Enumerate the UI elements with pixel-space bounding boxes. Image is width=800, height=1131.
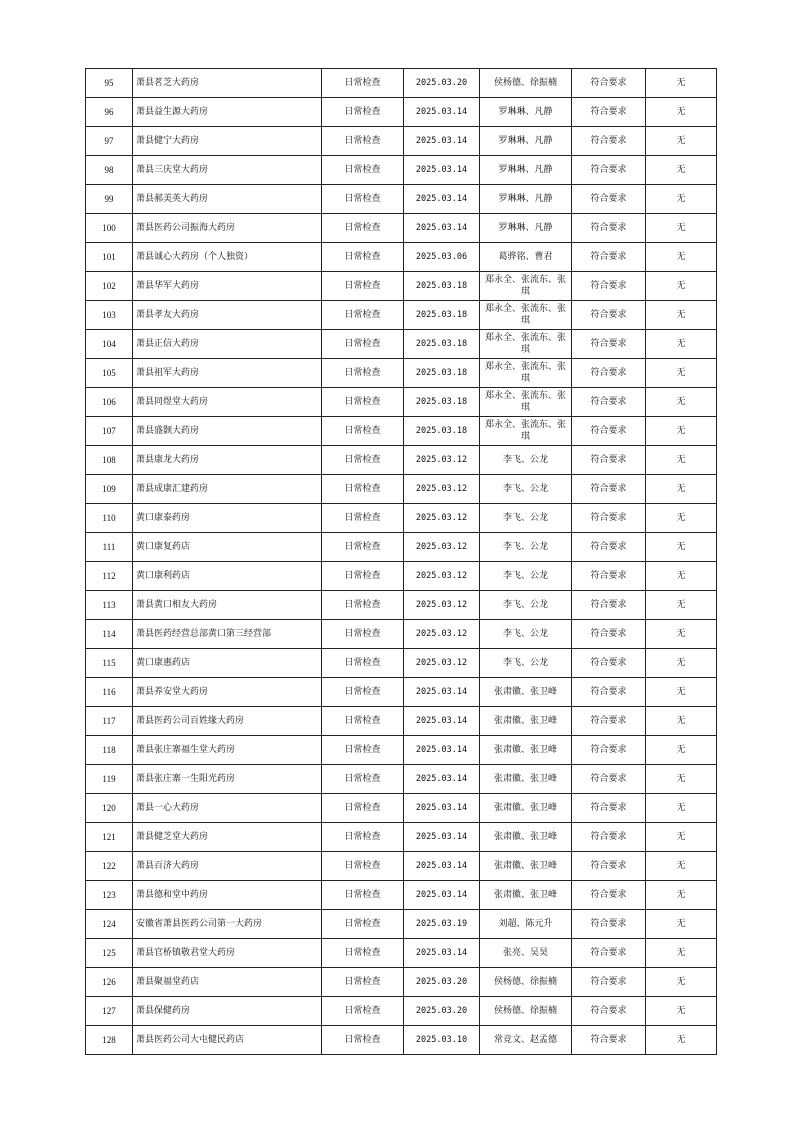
pharmacy-name-cell: 萧县德和堂中药房 <box>133 881 322 910</box>
row-number-cell: 102 <box>86 272 133 301</box>
row-number-cell: 114 <box>86 620 133 649</box>
inspection-type-cell: 日常检查 <box>322 591 404 620</box>
problems-found-cell: 无 <box>646 272 717 301</box>
inspection-type-cell: 日常检查 <box>322 301 404 330</box>
inspection-result-cell: 符合要求 <box>572 504 646 533</box>
pharmacy-name-cell: 萧县一心大药房 <box>133 794 322 823</box>
inspection-type-cell: 日常检查 <box>322 127 404 156</box>
row-number-cell: 117 <box>86 707 133 736</box>
problems-found-cell: 无 <box>646 156 717 185</box>
row-number-cell: 113 <box>86 591 133 620</box>
problems-found-cell: 无 <box>646 620 717 649</box>
inspection-date-cell: 2025.03.12 <box>404 649 480 678</box>
pharmacy-name-cell: 萧县华军大药房 <box>133 272 322 301</box>
inspectors-cell: 李飞、公龙 <box>480 649 572 678</box>
inspectors-cell: 常竞文、赵孟德 <box>480 1026 572 1055</box>
inspection-result-cell: 符合要求 <box>572 243 646 272</box>
row-number-cell: 99 <box>86 185 133 214</box>
inspectors-cell: 罗琳琳、凡静 <box>480 214 572 243</box>
table-row <box>86 533 717 562</box>
problems-found-cell: 无 <box>646 504 717 533</box>
table-row <box>86 504 717 533</box>
inspection-type-cell: 日常检查 <box>322 620 404 649</box>
table-row <box>86 272 717 301</box>
table-row <box>86 910 717 939</box>
row-number-cell: 125 <box>86 939 133 968</box>
pharmacy-name-cell: 黄口康惠药店 <box>133 649 322 678</box>
table-body <box>86 69 717 1055</box>
table-row <box>86 156 717 185</box>
problems-found-cell: 无 <box>646 910 717 939</box>
problems-found-cell: 无 <box>646 823 717 852</box>
table-row <box>86 475 717 504</box>
pharmacy-name-cell: 黄口康复药店 <box>133 533 322 562</box>
inspection-date-cell: 2025.03.12 <box>404 591 480 620</box>
inspection-date-cell: 2025.03.14 <box>404 794 480 823</box>
inspection-type-cell: 日常检查 <box>322 765 404 794</box>
inspection-type-cell: 日常检查 <box>322 678 404 707</box>
inspection-result-cell: 符合要求 <box>572 620 646 649</box>
inspection-date-cell: 2025.03.20 <box>404 997 480 1026</box>
inspectors-cell: 罗琳琳、凡静 <box>480 156 572 185</box>
pharmacy-name-cell: 萧县诚心大药房（个人独资） <box>133 243 322 272</box>
inspectors-cell: 葛骅铭、曹君 <box>480 243 572 272</box>
inspectors-cell: 李飞、公龙 <box>480 446 572 475</box>
inspection-result-cell: 符合要求 <box>572 678 646 707</box>
table-row <box>86 562 717 591</box>
inspection-date-cell: 2025.03.14 <box>404 707 480 736</box>
table-row <box>86 997 717 1026</box>
inspection-date-cell: 2025.03.14 <box>404 678 480 707</box>
inspection-type-cell: 日常检查 <box>322 417 404 446</box>
problems-found-cell: 无 <box>646 359 717 388</box>
table-row <box>86 649 717 678</box>
table-row <box>86 794 717 823</box>
inspectors-cell: 罗琳琳、凡静 <box>480 185 572 214</box>
inspection-result-cell: 符合要求 <box>572 98 646 127</box>
inspection-result-cell: 符合要求 <box>572 417 646 446</box>
inspectors-cell: 郑永全、张流东、张琪 <box>480 272 572 301</box>
inspection-result-cell: 符合要求 <box>572 939 646 968</box>
problems-found-cell: 无 <box>646 243 717 272</box>
pharmacy-name-cell: 萧县张庄寨一生阳光药房 <box>133 765 322 794</box>
inspection-date-cell: 2025.03.14 <box>404 156 480 185</box>
pharmacy-name-cell: 萧县医药公司百姓缘大药房 <box>133 707 322 736</box>
inspectors-cell: 张肃徽、张卫峰 <box>480 852 572 881</box>
problems-found-cell: 无 <box>646 765 717 794</box>
row-number-cell: 109 <box>86 475 133 504</box>
inspectors-cell: 张肃徽、张卫峰 <box>480 736 572 765</box>
table-row <box>86 939 717 968</box>
row-number-cell: 121 <box>86 823 133 852</box>
inspection-result-cell: 符合要求 <box>572 330 646 359</box>
pharmacy-name-cell: 萧县同煜堂大药房 <box>133 388 322 417</box>
inspection-type-cell: 日常检查 <box>322 1026 404 1055</box>
row-number-cell: 115 <box>86 649 133 678</box>
row-number-cell: 100 <box>86 214 133 243</box>
row-number-cell: 126 <box>86 968 133 997</box>
problems-found-cell: 无 <box>646 968 717 997</box>
inspection-date-cell: 2025.03.14 <box>404 98 480 127</box>
pharmacy-name-cell: 萧县祖军大药房 <box>133 359 322 388</box>
inspection-result-cell: 符合要求 <box>572 997 646 1026</box>
problems-found-cell: 无 <box>646 881 717 910</box>
table-row <box>86 359 717 388</box>
inspection-type-cell: 日常检查 <box>322 243 404 272</box>
problems-found-cell: 无 <box>646 678 717 707</box>
inspection-result-cell: 符合要求 <box>572 562 646 591</box>
inspectors-cell: 郑永全、张流东、张琪 <box>480 388 572 417</box>
table-row <box>86 736 717 765</box>
row-number-cell: 95 <box>86 69 133 98</box>
inspectors-cell: 张肃徽、张卫峰 <box>480 823 572 852</box>
inspectors-cell: 李飞、公龙 <box>480 504 572 533</box>
inspection-type-cell: 日常检查 <box>322 388 404 417</box>
inspection-result-cell: 符合要求 <box>572 852 646 881</box>
inspection-date-cell: 2025.03.18 <box>404 359 480 388</box>
inspection-result-cell: 符合要求 <box>572 910 646 939</box>
row-number-cell: 118 <box>86 736 133 765</box>
inspectors-cell: 李飞、公龙 <box>480 620 572 649</box>
inspection-result-cell: 符合要求 <box>572 707 646 736</box>
inspection-date-cell: 2025.03.14 <box>404 939 480 968</box>
table-row <box>86 968 717 997</box>
row-number-cell: 103 <box>86 301 133 330</box>
pharmacy-name-cell: 萧县保健药房 <box>133 997 322 1026</box>
problems-found-cell: 无 <box>646 939 717 968</box>
row-number-cell: 127 <box>86 997 133 1026</box>
inspection-type-cell: 日常检查 <box>322 939 404 968</box>
inspectors-cell: 刘超、陈元升 <box>480 910 572 939</box>
problems-found-cell: 无 <box>646 214 717 243</box>
inspection-type-cell: 日常检查 <box>322 968 404 997</box>
inspection-type-cell: 日常检查 <box>322 649 404 678</box>
inspection-date-cell: 2025.03.20 <box>404 968 480 997</box>
inspection-result-cell: 符合要求 <box>572 69 646 98</box>
pharmacy-name-cell: 萧县康龙大药房 <box>133 446 322 475</box>
pharmacy-name-cell: 萧县健宁大药房 <box>133 127 322 156</box>
inspection-date-cell: 2025.03.12 <box>404 562 480 591</box>
table-row <box>86 127 717 156</box>
inspection-result-cell: 符合要求 <box>572 968 646 997</box>
pharmacy-name-cell: 萧县黄口相友大药房 <box>133 591 322 620</box>
inspection-result-cell: 符合要求 <box>572 649 646 678</box>
inspection-type-cell: 日常检查 <box>322 533 404 562</box>
pharmacy-name-cell: 萧县养安堂大药房 <box>133 678 322 707</box>
inspection-type-cell: 日常检查 <box>322 69 404 98</box>
problems-found-cell: 无 <box>646 417 717 446</box>
inspection-type-cell: 日常检查 <box>322 330 404 359</box>
problems-found-cell: 无 <box>646 649 717 678</box>
problems-found-cell: 无 <box>646 98 717 127</box>
inspection-date-cell: 2025.03.18 <box>404 330 480 359</box>
inspection-type-cell: 日常检查 <box>322 707 404 736</box>
row-number-cell: 98 <box>86 156 133 185</box>
inspection-type-cell: 日常检查 <box>322 272 404 301</box>
inspection-result-cell: 符合要求 <box>572 794 646 823</box>
pharmacy-name-cell: 萧县医药公司大屯健民药店 <box>133 1026 322 1055</box>
pharmacy-name-cell: 萧县孝友大药房 <box>133 301 322 330</box>
row-number-cell: 124 <box>86 910 133 939</box>
problems-found-cell: 无 <box>646 330 717 359</box>
inspection-result-cell: 符合要求 <box>572 533 646 562</box>
table-row <box>86 214 717 243</box>
row-number-cell: 112 <box>86 562 133 591</box>
problems-found-cell: 无 <box>646 533 717 562</box>
inspection-table <box>85 68 717 1055</box>
table-row <box>86 678 717 707</box>
inspectors-cell: 李飞、公龙 <box>480 533 572 562</box>
row-number-cell: 116 <box>86 678 133 707</box>
row-number-cell: 110 <box>86 504 133 533</box>
problems-found-cell: 无 <box>646 301 717 330</box>
row-number-cell: 108 <box>86 446 133 475</box>
row-number-cell: 119 <box>86 765 133 794</box>
pharmacy-name-cell: 萧县郝美英大药房 <box>133 185 322 214</box>
inspectors-cell: 张肃徽、张卫峰 <box>480 881 572 910</box>
problems-found-cell: 无 <box>646 127 717 156</box>
inspection-type-cell: 日常检查 <box>322 446 404 475</box>
table-row <box>86 330 717 359</box>
inspectors-cell: 侯杨德、徐振楠 <box>480 968 572 997</box>
pharmacy-name-cell: 安徽省萧县医药公司第一大药房 <box>133 910 322 939</box>
inspection-result-cell: 符合要求 <box>572 185 646 214</box>
inspection-date-cell: 2025.03.14 <box>404 852 480 881</box>
inspection-result-cell: 符合要求 <box>572 881 646 910</box>
inspectors-cell: 李飞、公龙 <box>480 475 572 504</box>
pharmacy-name-cell: 萧县盛颢大药房 <box>133 417 322 446</box>
problems-found-cell: 无 <box>646 852 717 881</box>
pharmacy-name-cell: 萧县茗芝大药房 <box>133 69 322 98</box>
inspection-type-cell: 日常检查 <box>322 156 404 185</box>
inspection-date-cell: 2025.03.14 <box>404 214 480 243</box>
table-row <box>86 823 717 852</box>
pharmacy-name-cell: 萧县百济大药房 <box>133 852 322 881</box>
table-row <box>86 69 717 98</box>
inspectors-cell: 李飞、公龙 <box>480 562 572 591</box>
inspection-date-cell: 2025.03.20 <box>404 69 480 98</box>
table-row <box>86 446 717 475</box>
inspection-date-cell: 2025.03.12 <box>404 475 480 504</box>
inspection-result-cell: 符合要求 <box>572 272 646 301</box>
inspection-result-cell: 符合要求 <box>572 446 646 475</box>
pharmacy-name-cell: 萧县益生源大药房 <box>133 98 322 127</box>
inspection-date-cell: 2025.03.12 <box>404 620 480 649</box>
inspection-type-cell: 日常检查 <box>322 185 404 214</box>
problems-found-cell: 无 <box>646 185 717 214</box>
inspection-date-cell: 2025.03.19 <box>404 910 480 939</box>
table-row <box>86 620 717 649</box>
pharmacy-name-cell: 萧县成康汇建药房 <box>133 475 322 504</box>
row-number-cell: 111 <box>86 533 133 562</box>
inspectors-cell: 李飞、公龙 <box>480 591 572 620</box>
pharmacy-name-cell: 黄口康泰药房 <box>133 504 322 533</box>
inspection-result-cell: 符合要求 <box>572 823 646 852</box>
inspectors-cell: 侯杨德、徐振楠 <box>480 69 572 98</box>
row-number-cell: 101 <box>86 243 133 272</box>
inspection-type-cell: 日常检查 <box>322 359 404 388</box>
problems-found-cell: 无 <box>646 446 717 475</box>
inspectors-cell: 张肃徽、张卫峰 <box>480 707 572 736</box>
inspection-date-cell: 2025.03.06 <box>404 243 480 272</box>
inspection-date-cell: 2025.03.14 <box>404 736 480 765</box>
problems-found-cell: 无 <box>646 1026 717 1055</box>
inspectors-cell: 张肃徽、张卫峰 <box>480 678 572 707</box>
inspection-date-cell: 2025.03.14 <box>404 127 480 156</box>
inspectors-cell: 郑永全、张流东、张琪 <box>480 301 572 330</box>
pharmacy-name-cell: 萧县聚福堂药店 <box>133 968 322 997</box>
inspection-date-cell: 2025.03.10 <box>404 1026 480 1055</box>
inspection-result-cell: 符合要求 <box>572 214 646 243</box>
inspection-type-cell: 日常检查 <box>322 214 404 243</box>
inspection-date-cell: 2025.03.14 <box>404 185 480 214</box>
inspection-result-cell: 符合要求 <box>572 359 646 388</box>
pharmacy-name-cell: 萧县医药公司振海大药房 <box>133 214 322 243</box>
inspection-type-cell: 日常检查 <box>322 475 404 504</box>
inspectors-cell: 郑永全、张流东、张琪 <box>480 417 572 446</box>
table-row <box>86 852 717 881</box>
inspection-date-cell: 2025.03.18 <box>404 417 480 446</box>
problems-found-cell: 无 <box>646 736 717 765</box>
problems-found-cell: 无 <box>646 475 717 504</box>
inspection-date-cell: 2025.03.12 <box>404 446 480 475</box>
problems-found-cell: 无 <box>646 562 717 591</box>
inspectors-cell: 罗琳琳、凡静 <box>480 98 572 127</box>
table-row <box>86 243 717 272</box>
inspection-date-cell: 2025.03.18 <box>404 272 480 301</box>
inspection-result-cell: 符合要求 <box>572 591 646 620</box>
row-number-cell: 122 <box>86 852 133 881</box>
table-row <box>86 765 717 794</box>
pharmacy-name-cell: 萧县健芝堂大药房 <box>133 823 322 852</box>
inspection-result-cell: 符合要求 <box>572 127 646 156</box>
inspection-type-cell: 日常检查 <box>322 881 404 910</box>
inspection-date-cell: 2025.03.14 <box>404 823 480 852</box>
inspectors-cell: 张肃徽、张卫峰 <box>480 794 572 823</box>
table-row <box>86 1026 717 1055</box>
inspection-date-cell: 2025.03.14 <box>404 881 480 910</box>
table-row <box>86 388 717 417</box>
inspection-date-cell: 2025.03.12 <box>404 504 480 533</box>
pharmacy-name-cell: 萧县张庄寨福生堂大药房 <box>133 736 322 765</box>
inspection-result-cell: 符合要求 <box>572 1026 646 1055</box>
problems-found-cell: 无 <box>646 997 717 1026</box>
table-row <box>86 707 717 736</box>
inspection-result-cell: 符合要求 <box>572 388 646 417</box>
problems-found-cell: 无 <box>646 388 717 417</box>
inspectors-cell: 张肃徽、张卫峰 <box>480 765 572 794</box>
problems-found-cell: 无 <box>646 707 717 736</box>
table-row <box>86 591 717 620</box>
inspection-result-cell: 符合要求 <box>572 765 646 794</box>
pharmacy-name-cell: 萧县医药经营总部黄口第三经营部 <box>133 620 322 649</box>
inspection-type-cell: 日常检查 <box>322 98 404 127</box>
table-row <box>86 98 717 127</box>
inspection-result-cell: 符合要求 <box>572 475 646 504</box>
inspectors-cell: 张亮、吴昊 <box>480 939 572 968</box>
inspection-date-cell: 2025.03.14 <box>404 765 480 794</box>
inspectors-cell: 郑永全、张流东、张琪 <box>480 359 572 388</box>
inspection-type-cell: 日常检查 <box>322 852 404 881</box>
inspection-type-cell: 日常检查 <box>322 997 404 1026</box>
row-number-cell: 104 <box>86 330 133 359</box>
inspection-date-cell: 2025.03.18 <box>404 388 480 417</box>
pharmacy-name-cell: 萧县官桥镇敬君堂大药房 <box>133 939 322 968</box>
pharmacy-name-cell: 黄口康利药店 <box>133 562 322 591</box>
inspection-type-cell: 日常检查 <box>322 910 404 939</box>
table-row <box>86 301 717 330</box>
inspection-result-cell: 符合要求 <box>572 301 646 330</box>
problems-found-cell: 无 <box>646 591 717 620</box>
inspection-type-cell: 日常检查 <box>322 794 404 823</box>
inspectors-cell: 罗琳琳、凡静 <box>480 127 572 156</box>
inspectors-cell: 郑永全、张流东、张琪 <box>480 330 572 359</box>
row-number-cell: 120 <box>86 794 133 823</box>
problems-found-cell: 无 <box>646 69 717 98</box>
table-row <box>86 881 717 910</box>
row-number-cell: 96 <box>86 98 133 127</box>
inspection-result-cell: 符合要求 <box>572 156 646 185</box>
table-row <box>86 417 717 446</box>
row-number-cell: 106 <box>86 388 133 417</box>
inspection-type-cell: 日常检查 <box>322 562 404 591</box>
row-number-cell: 105 <box>86 359 133 388</box>
row-number-cell: 123 <box>86 881 133 910</box>
row-number-cell: 128 <box>86 1026 133 1055</box>
inspection-type-cell: 日常检查 <box>322 823 404 852</box>
pharmacy-name-cell: 萧县三庆堂大药房 <box>133 156 322 185</box>
row-number-cell: 97 <box>86 127 133 156</box>
inspection-type-cell: 日常检查 <box>322 736 404 765</box>
problems-found-cell: 无 <box>646 794 717 823</box>
inspection-result-cell: 符合要求 <box>572 736 646 765</box>
pharmacy-name-cell: 萧县正信大药房 <box>133 330 322 359</box>
table-row <box>86 185 717 214</box>
inspection-date-cell: 2025.03.18 <box>404 301 480 330</box>
row-number-cell: 107 <box>86 417 133 446</box>
inspection-date-cell: 2025.03.12 <box>404 533 480 562</box>
inspectors-cell: 侯杨德、徐振楠 <box>480 997 572 1026</box>
inspection-type-cell: 日常检查 <box>322 504 404 533</box>
